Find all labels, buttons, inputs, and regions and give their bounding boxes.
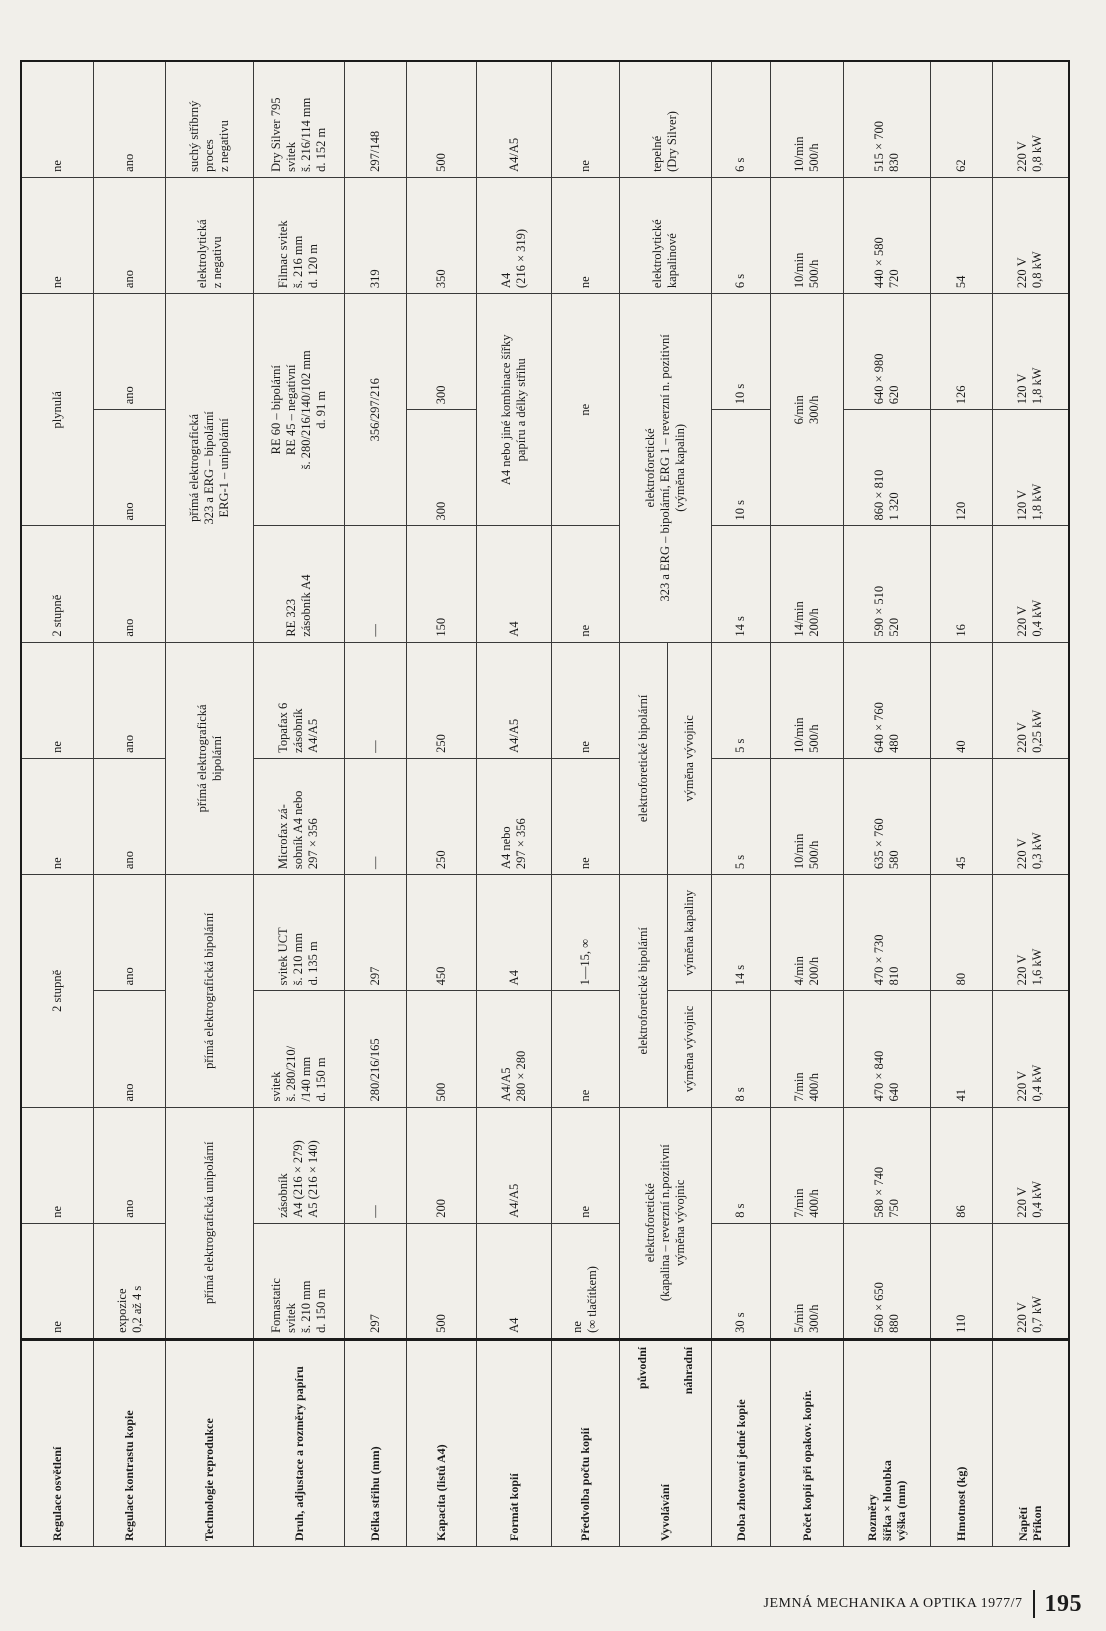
spec-cell: Dry Silver 795 svitek š. 216/114 mm d. 152 m bbox=[253, 61, 345, 177]
spec-cell: ano bbox=[93, 526, 165, 642]
spec-cell: 220 V 0,8 kW bbox=[992, 61, 1069, 177]
spec-cell: ne bbox=[551, 526, 619, 642]
row-kap bbox=[407, 61, 477, 1547]
spec-cell: 30 s bbox=[711, 1223, 771, 1339]
spec-cell bbox=[620, 875, 712, 1107]
spec-cell: — bbox=[345, 642, 407, 758]
spec-cell: 10 s bbox=[711, 294, 771, 410]
spec-cell: ne bbox=[551, 991, 619, 1107]
spec-cell: 14 s bbox=[711, 875, 771, 991]
spec-cell: 80 bbox=[930, 875, 992, 991]
row-tech bbox=[166, 61, 253, 1547]
spec-cell: A4/A5 bbox=[477, 642, 552, 758]
spec-cell: 220 V 0,4 kW bbox=[992, 1107, 1069, 1223]
spec-cell: 440 × 580 720 bbox=[843, 177, 930, 293]
spec-cell: 5/min 300/h bbox=[771, 1223, 843, 1339]
spec-cell: 6 s bbox=[711, 177, 771, 293]
row-sublabel: původní bbox=[635, 1346, 650, 1389]
copier-specification-table bbox=[20, 60, 1070, 1547]
spec-cell: 5 s bbox=[711, 642, 771, 758]
spec-cell: svitek UCT š. 210 mm d. 135 m bbox=[253, 875, 345, 991]
spec-cell: 120 V 1,8 kW bbox=[992, 294, 1069, 410]
row-label: Napětí Příkon bbox=[992, 1339, 1069, 1546]
spec-cell: 220 V 0,25 kW bbox=[992, 642, 1069, 758]
spec-cell: 8 s bbox=[711, 991, 771, 1107]
row-vyv bbox=[620, 61, 712, 1547]
spec-cell: ne bbox=[551, 758, 619, 874]
spec-cell: 470 × 730 810 bbox=[843, 875, 930, 991]
spec-cell: 54 bbox=[930, 177, 992, 293]
spec-cell: 515 × 700 830 bbox=[843, 61, 930, 177]
spec-cell: 350 bbox=[407, 177, 477, 293]
spec-cell: Microfax zá- sobník A4 nebo 297 × 356 bbox=[253, 758, 345, 874]
spec-cell: ano bbox=[93, 875, 165, 991]
spec-cell: 280/216/165 bbox=[345, 991, 407, 1107]
spec-cell: RE 60 – bipolární RE 45 – negativní š. 280/216/140/102 mm d. 91 m bbox=[253, 294, 345, 526]
row-reg_osv bbox=[21, 61, 93, 1547]
spec-cell: přímá elektrografická 323 a ERG – bipolární ERG-1 – unipolární bbox=[166, 294, 253, 643]
spec-cell: zásobník A4 (216 × 279) A5 (216 × 140) bbox=[253, 1107, 345, 1223]
spec-cell: A4 (216 × 319) bbox=[477, 177, 552, 293]
spec-cell: ne bbox=[551, 642, 619, 758]
spec-cell: A4 bbox=[477, 526, 552, 642]
spec-cell: — bbox=[345, 758, 407, 874]
row-delka bbox=[345, 61, 407, 1547]
spec-cell: 300 bbox=[407, 410, 477, 526]
spec-cell: 10/min 500/h bbox=[771, 758, 843, 874]
spec-cell: 150 bbox=[407, 526, 477, 642]
spec-cell: 560 × 650 880 bbox=[843, 1223, 930, 1339]
row-label: Předvolba počtu kopií bbox=[551, 1339, 619, 1546]
spec-cell: 6 s bbox=[711, 61, 771, 177]
spec-cell: ne bbox=[551, 294, 619, 526]
spec-cell: 5 s bbox=[711, 758, 771, 874]
spec-cell: 297/148 bbox=[345, 61, 407, 177]
spec-cell: 40 bbox=[930, 642, 992, 758]
spec-cell: 7/min 400/h bbox=[771, 991, 843, 1107]
row-label: Regulace kontrastu kopie bbox=[93, 1339, 165, 1546]
spec-cell: 220 V 0,4 kW bbox=[992, 526, 1069, 642]
spec-cell: 250 bbox=[407, 758, 477, 874]
spec-cell: 450 bbox=[407, 875, 477, 991]
spec-cell: 640 × 980 620 bbox=[843, 294, 930, 410]
spec-cell-main: elektroforetické bipolární bbox=[620, 643, 668, 874]
spec-cell: 590 × 510 520 bbox=[843, 526, 930, 642]
spec-cell: 2 stupně bbox=[21, 526, 93, 642]
spec-cell: 6/min 300/h bbox=[771, 294, 843, 526]
row-label: Hmotnost (kg) bbox=[930, 1339, 992, 1546]
spec-cell: 45 bbox=[930, 758, 992, 874]
spec-cell: ano bbox=[93, 758, 165, 874]
spec-cell: A4 nebo 297 × 356 bbox=[477, 758, 552, 874]
spec-cell: A4 nebo jiné kombinace šířky papíru a délky střihu bbox=[477, 294, 552, 526]
spec-cell: 860 × 810 1 320 bbox=[843, 410, 930, 526]
spec-cell-sub: výměna vývojnic bbox=[681, 1005, 696, 1093]
spec-cell: 62 bbox=[930, 61, 992, 177]
spec-cell: 4/min 200/h bbox=[771, 875, 843, 991]
spec-cell bbox=[620, 642, 712, 874]
journal-name: JEMNÁ MECHANIKA A OPTIKA 1977/7 bbox=[763, 1596, 1023, 1611]
spec-cell: Fomastatic svitek š. 210 mm d. 150 m bbox=[253, 1223, 345, 1339]
spec-cell-sub: výměna vývojnic bbox=[681, 715, 696, 802]
spec-cell: 10/min 500/h bbox=[771, 61, 843, 177]
spec-cell: 10/min 500/h bbox=[771, 642, 843, 758]
spec-cell: ano bbox=[93, 642, 165, 758]
row-label: Počet kopií při opakov. kopír. bbox=[771, 1339, 843, 1546]
row-label-text: Vyvolávání bbox=[658, 1484, 673, 1541]
spec-cell: 120 bbox=[930, 410, 992, 526]
spec-cell: ano bbox=[93, 410, 165, 526]
row-hmot bbox=[930, 61, 992, 1547]
row-format bbox=[477, 61, 552, 1547]
spec-cell: 41 bbox=[930, 991, 992, 1107]
spec-cell: A4/A5 bbox=[477, 1107, 552, 1223]
spec-cell: — bbox=[345, 526, 407, 642]
spec-cell: ne bbox=[551, 61, 619, 177]
spec-cell: 500 bbox=[407, 991, 477, 1107]
spec-cell: svitek š. 280/210/ /140 mm d. 150 m bbox=[253, 991, 345, 1107]
spec-cell: expozice 0,2 až 4 s bbox=[93, 1223, 165, 1339]
row-pocet bbox=[771, 61, 843, 1547]
row-sublabel: náhradní bbox=[680, 1346, 695, 1395]
footer-separator bbox=[1033, 1590, 1035, 1618]
spec-cell: A4/A5 bbox=[477, 61, 552, 177]
spec-cell: 300 bbox=[407, 294, 477, 410]
row-reg_kon bbox=[93, 61, 165, 1547]
spec-cell: 14 s bbox=[711, 526, 771, 642]
spec-cell: ano bbox=[93, 991, 165, 1107]
row-label: Rozměry šířka × hloubka výška (mm) bbox=[843, 1339, 930, 1546]
spec-cell: ne bbox=[21, 1223, 93, 1339]
page-number: 195 bbox=[1044, 1590, 1082, 1617]
spec-cell: 640 × 760 480 bbox=[843, 642, 930, 758]
spec-cell-main: elektroforetické bipolární bbox=[620, 875, 668, 1106]
spec-cell: 10/min 500/h bbox=[771, 177, 843, 293]
spec-cell: přímá elektrografická unipolární bbox=[166, 1107, 253, 1339]
spec-cell: 120 V 1,8 kW bbox=[992, 410, 1069, 526]
spec-cell-sub: výměna kapaliny bbox=[668, 875, 711, 991]
spec-cell: — bbox=[345, 1107, 407, 1223]
spec-cell: 500 bbox=[407, 1223, 477, 1339]
spec-cell: A4 bbox=[477, 875, 552, 991]
spec-cell: 356/297/216 bbox=[345, 294, 407, 526]
row-nap bbox=[992, 61, 1069, 1547]
spec-cell: 319 bbox=[345, 177, 407, 293]
spec-cell: 297 bbox=[345, 1223, 407, 1339]
spec-cell: 16 bbox=[930, 526, 992, 642]
spec-cell: ano bbox=[93, 177, 165, 293]
spec-cell: elektrolytické kapalinové bbox=[620, 177, 712, 293]
spec-cell: 1—15, ∞ bbox=[551, 875, 619, 991]
spec-cell: 7/min 400/h bbox=[771, 1107, 843, 1223]
spec-cell: ne (∞ tlačítkem) bbox=[551, 1223, 619, 1339]
spec-cell: ne bbox=[21, 1107, 93, 1223]
row-druh bbox=[253, 61, 345, 1547]
spec-cell: tepelné (Dry Silver) bbox=[620, 61, 712, 177]
spec-cell: elektroforetické (kapalina – reverzní n.pozitivní výměna vývojnic bbox=[620, 1107, 712, 1339]
spec-cell: A4/A5 280 × 280 bbox=[477, 991, 552, 1107]
row-label: Doba zhotovení jedné kopie bbox=[711, 1339, 771, 1546]
row-label: Technologie reprodukce bbox=[166, 1339, 253, 1546]
spec-cell: 635 × 760 580 bbox=[843, 758, 930, 874]
row-label: Formát kopií bbox=[477, 1339, 552, 1546]
row-rozm bbox=[843, 61, 930, 1547]
row-label: Druh, adjustace a rozměry papíru bbox=[253, 1339, 345, 1546]
spec-cell: 14/min 200/h bbox=[771, 526, 843, 642]
spec-cell: 470 × 840 640 bbox=[843, 991, 930, 1107]
spec-cell: ne bbox=[21, 758, 93, 874]
spec-cell: elektroforetické 323 a ERG – bipolární, ERG 1 – reverzní n. pozitivní (výměna kapalin) bbox=[620, 294, 712, 643]
spec-cell: 500 bbox=[407, 61, 477, 177]
page-footer bbox=[764, 1590, 1082, 1618]
spec-cell: suchý stříbrný proces z negativu bbox=[166, 61, 253, 177]
row-label bbox=[620, 1339, 712, 1546]
spec-cell: elektrolytická z negativu bbox=[166, 177, 253, 293]
spec-cell: 220 V 1,6 kW bbox=[992, 875, 1069, 991]
rotated-table-container bbox=[20, 60, 1070, 1547]
row-doba bbox=[711, 61, 771, 1547]
spec-cell: ne bbox=[21, 177, 93, 293]
spec-cell: 110 bbox=[930, 1223, 992, 1339]
spec-cell: 297 bbox=[345, 875, 407, 991]
spec-cell: 220 V 0,8 kW bbox=[992, 177, 1069, 293]
spec-cell: 10 s bbox=[711, 410, 771, 526]
spec-cell: 86 bbox=[930, 1107, 992, 1223]
spec-cell: ne bbox=[21, 61, 93, 177]
spec-cell: ano bbox=[93, 294, 165, 410]
spec-cell: ne bbox=[21, 642, 93, 758]
row-label: Délka střihu (mm) bbox=[345, 1339, 407, 1546]
spec-cell: ano bbox=[93, 61, 165, 177]
spec-cell: 580 × 740 750 bbox=[843, 1107, 930, 1223]
row-label: Kapacita (listů A4) bbox=[407, 1339, 477, 1546]
spec-cell: ne bbox=[551, 1107, 619, 1223]
spec-cell: 220 V 0,3 kW bbox=[992, 758, 1069, 874]
row-predv bbox=[551, 61, 619, 1547]
spec-cell: Filmac svitek š. 216 mm d. 120 m bbox=[253, 177, 345, 293]
spec-cell: RE 323 zásobník A4 bbox=[253, 526, 345, 642]
spec-cell: přímá elektrografická bipolární bbox=[166, 875, 253, 1107]
spec-cell: 8 s bbox=[711, 1107, 771, 1223]
spec-cell: 220 V 0,4 kW bbox=[992, 991, 1069, 1107]
spec-cell: 250 bbox=[407, 642, 477, 758]
spec-cell: ne bbox=[551, 177, 619, 293]
spec-cell: 200 bbox=[407, 1107, 477, 1223]
spec-cell: 220 V 0,7 kW bbox=[992, 1223, 1069, 1339]
spec-cell: 126 bbox=[930, 294, 992, 410]
spec-cell: ano bbox=[93, 1107, 165, 1223]
spec-cell: přímá elektrografická bipolární bbox=[166, 642, 253, 874]
spec-cell: plynulá bbox=[21, 294, 93, 526]
spec-cell: A4 bbox=[477, 1223, 552, 1339]
spec-cell: Topafax 6 zásobník A4/A5 bbox=[253, 642, 345, 758]
row-label: Regulace osvětlení bbox=[21, 1339, 93, 1546]
spec-cell: 2 stupně bbox=[21, 875, 93, 1107]
